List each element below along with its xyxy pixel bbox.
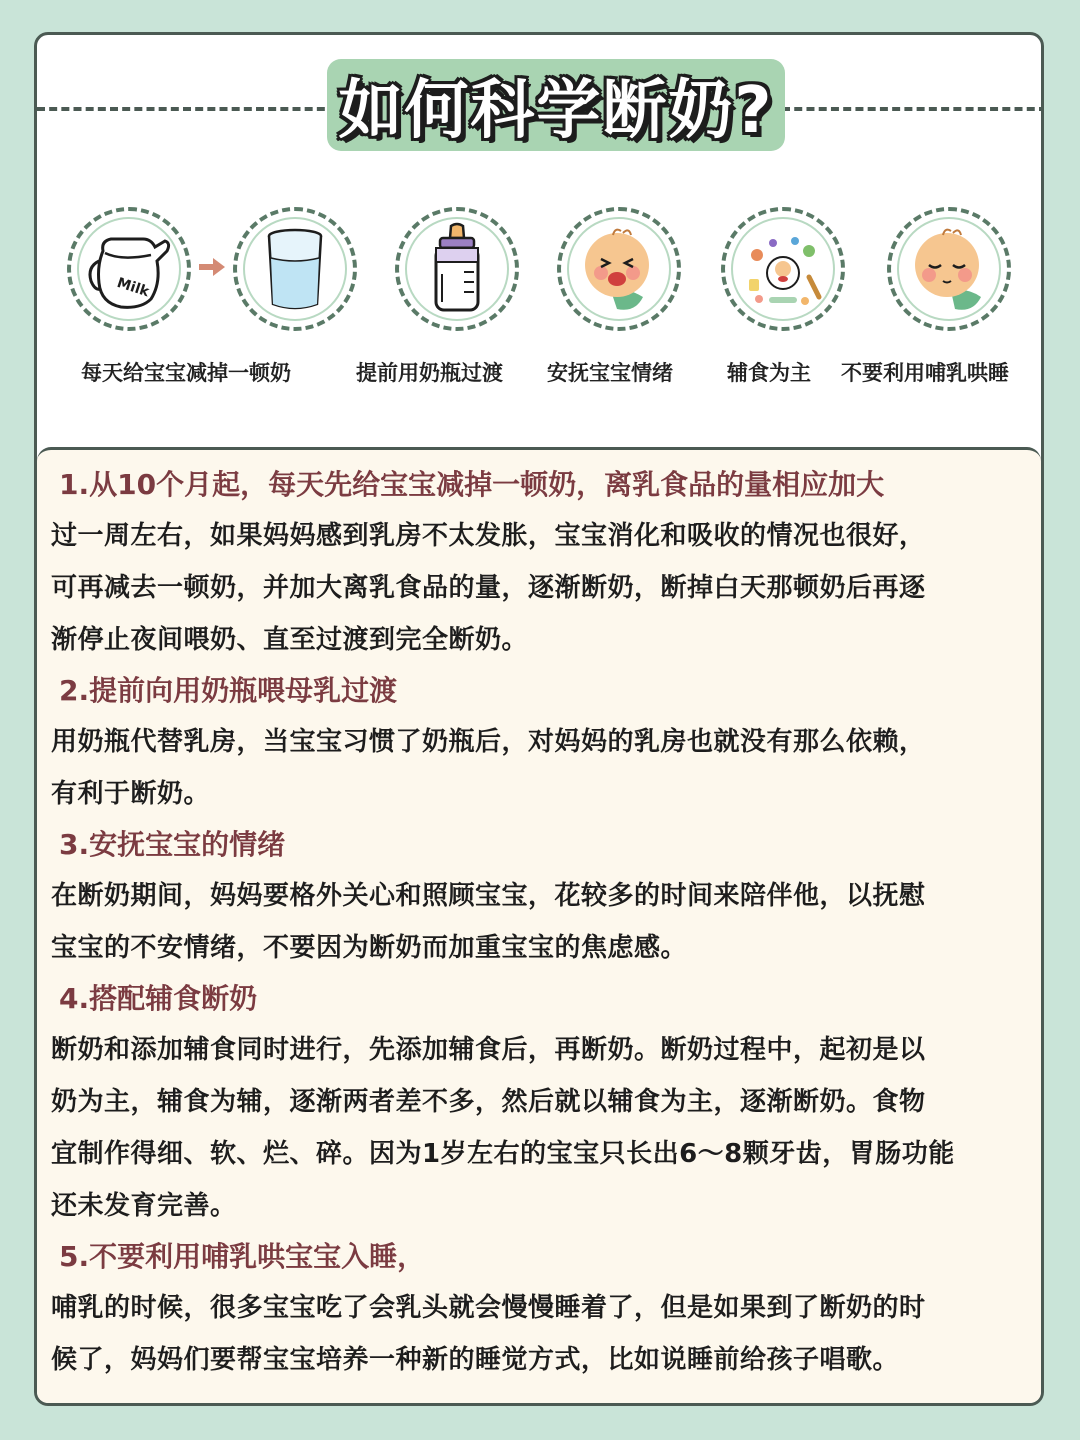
section-heading: 5.不要利用哺乳哄宝宝入睡， — [59, 1240, 426, 1273]
bottle-icon-circle — [395, 207, 519, 331]
sleeping-baby-icon — [901, 221, 997, 317]
body-line: 在断奶期间，妈妈要格外关心和照顾宝宝，花较多的时间来陪伴他，以抚慰 — [51, 881, 926, 911]
section-body — [51, 1024, 1027, 1232]
milk-jug-icon — [81, 221, 177, 317]
milk-jug-icon-circle — [67, 207, 191, 331]
crying-baby-icon-circle — [557, 207, 681, 331]
step-label-bottle-transition: 提前用奶瓶过渡 — [356, 361, 503, 385]
baby-food-icon-circle — [721, 207, 845, 331]
crying-baby-icon — [571, 221, 667, 317]
section-1 — [51, 460, 1027, 666]
glass-of-milk-icon — [255, 224, 335, 314]
section-body — [51, 870, 1027, 974]
body-line: 哺乳的时候，很多宝宝吃了会乳头就会慢慢睡着了，但是如果到了断奶的时 — [51, 1293, 926, 1323]
body-line: 宜制作得细、软、烂、碎。因为1岁左右的宝宝只长出6～8颗牙齿，胃肠功能 — [51, 1139, 955, 1169]
section-body — [51, 716, 1027, 820]
glass-icon-circle — [233, 207, 357, 331]
step-label-no-nursing-to-sleep: 不要利用哺乳哄睡 — [841, 361, 1009, 385]
step-label-reduce-feeding: 每天给宝宝减掉一顿奶 — [81, 361, 291, 385]
baby-food-icon — [735, 221, 831, 317]
body-line: 渐停止夜间喂奶、直至过渡到完全断奶。 — [51, 625, 529, 655]
body-line: 有利于断奶。 — [51, 779, 211, 809]
body-line: 候了，妈妈们要帮宝宝培养一种新的睡觉方式，比如说睡前给孩子唱歌。 — [51, 1345, 900, 1375]
section-body — [51, 510, 1027, 666]
section-3 — [51, 820, 1027, 974]
body-line: 奶为主，辅食为辅，逐渐两者差不多，然后就以辅食为主，逐渐断奶。食物 — [51, 1087, 926, 1117]
step-label-soothe-emotions: 安抚宝宝情绪 — [547, 361, 673, 385]
infographic-card — [34, 32, 1044, 1406]
dashed-divider-left — [37, 107, 337, 111]
page-title: 如何科学断奶? — [338, 74, 774, 148]
body-line: 可再减去一顿奶，并加大离乳食品的量，逐渐断奶，断掉白天那顿奶后再逐 — [51, 573, 926, 603]
body-line: 用奶瓶代替乳房，当宝宝习惯了奶瓶后，对妈妈的乳房也就没有那么依赖， — [51, 727, 926, 757]
dashed-divider-right — [782, 107, 1044, 111]
section-body — [51, 1282, 1027, 1386]
baby-bottle-icon — [422, 222, 492, 316]
body-line: 断奶和添加辅食同时进行，先添加辅食后，再断奶。断奶过程中，起初是以 — [51, 1035, 926, 1065]
content-panel — [37, 447, 1041, 1403]
arrow-right-icon — [199, 257, 225, 277]
step-label-solid-food: 辅食为主 — [727, 361, 811, 385]
title-banner — [327, 59, 785, 151]
section-4 — [51, 974, 1027, 1232]
section-2 — [51, 666, 1027, 820]
section-heading: 2.提前向用奶瓶喂母乳过渡 — [59, 674, 398, 707]
section-heading: 1.从10个月起，每天先给宝宝减掉一顿奶，离乳食品的量相应加大 — [59, 468, 885, 501]
section-heading: 3.安抚宝宝的情绪 — [59, 828, 286, 861]
sleeping-baby-icon-circle — [887, 207, 1011, 331]
section-heading: 4.搭配辅食断奶 — [59, 982, 258, 1015]
body-line: 还未发育完善。 — [51, 1191, 237, 1221]
section-5 — [51, 1232, 1027, 1386]
body-line: 宝宝的不安情绪，不要因为断奶而加重宝宝的焦虑感。 — [51, 933, 688, 963]
milk-label: Milk — [114, 274, 152, 301]
body-line: 过一周左右，如果妈妈感到乳房不太发胀，宝宝消化和吸收的情况也很好， — [51, 521, 926, 551]
